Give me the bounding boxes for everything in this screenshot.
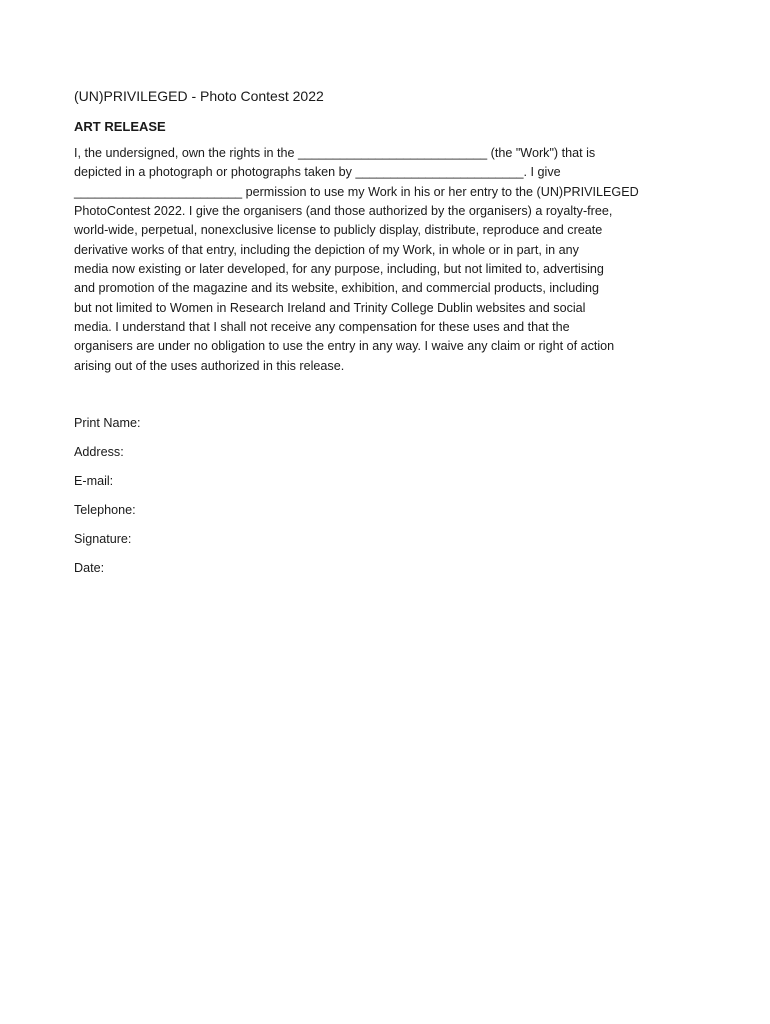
- signature-fields: [74, 414, 704, 588]
- paragraph-line: ________________________ permission to use my Work in his or her entry to the (UN)PRIVILEGED: [74, 184, 639, 199]
- paragraph-line: I, the undersigned, own the rights in the ___________________________ (the "Work") that is: [74, 146, 596, 160]
- paragraph-line: organisers are under no obligation to use the entry in any way. I waive any claim or right of action: [74, 339, 615, 354]
- paragraph-line: media now existing or later developed, for any purpose, including, but not limited to, advertising: [74, 262, 604, 277]
- signature-field[interactable]: [74, 530, 704, 559]
- email-label: E-mail:: [74, 474, 114, 489]
- document-page: [74, 86, 704, 588]
- paragraph-line: derivative works of that entry, including the depiction of my Work, in whole or in part, in any: [74, 242, 579, 257]
- paragraph-line: media. I understand that I shall not receive any compensation for these uses and that the: [74, 320, 570, 335]
- date-label: Date:: [74, 561, 105, 576]
- address-label: Address:: [74, 445, 124, 460]
- email-field[interactable]: [74, 472, 704, 501]
- address-field[interactable]: [74, 443, 704, 472]
- print-name-field[interactable]: [74, 414, 704, 443]
- print-name-label: Print Name:: [74, 416, 141, 431]
- signature-label: Signature:: [74, 532, 132, 547]
- document-title: (UN)PRIVILEGED - Photo Contest 2022: [74, 88, 324, 104]
- telephone-field[interactable]: [74, 501, 704, 530]
- date-value[interactable]: [112, 559, 312, 576]
- paragraph-line: but not limited to Women in Research Ireland and Trinity College Dublin websites and social: [74, 300, 586, 315]
- signature-value[interactable]: [139, 530, 339, 547]
- section-heading: ART RELEASE: [74, 119, 166, 134]
- paragraph-line: world-wide, perpetual, nonexclusive license to publicly display, distribute, reproduce and create: [74, 223, 603, 238]
- telephone-value[interactable]: [144, 501, 344, 518]
- telephone-label: Telephone:: [74, 503, 136, 518]
- email-value[interactable]: [121, 472, 321, 489]
- paragraph-line: depicted in a photograph or photographs taken by ________________________. I give: [74, 165, 561, 180]
- print-name-value[interactable]: [149, 414, 349, 431]
- paragraph-line: arising out of the uses authorized in this release.: [74, 358, 345, 373]
- date-field[interactable]: [74, 559, 704, 588]
- address-value[interactable]: [132, 443, 332, 460]
- release-paragraph: [74, 144, 704, 376]
- paragraph-line: PhotoContest 2022. I give the organisers (and those authorized by the organisers) a royalty-free,: [74, 204, 613, 219]
- paragraph-line: and promotion of the magazine and its website, exhibition, and commercial products, including: [74, 281, 600, 296]
